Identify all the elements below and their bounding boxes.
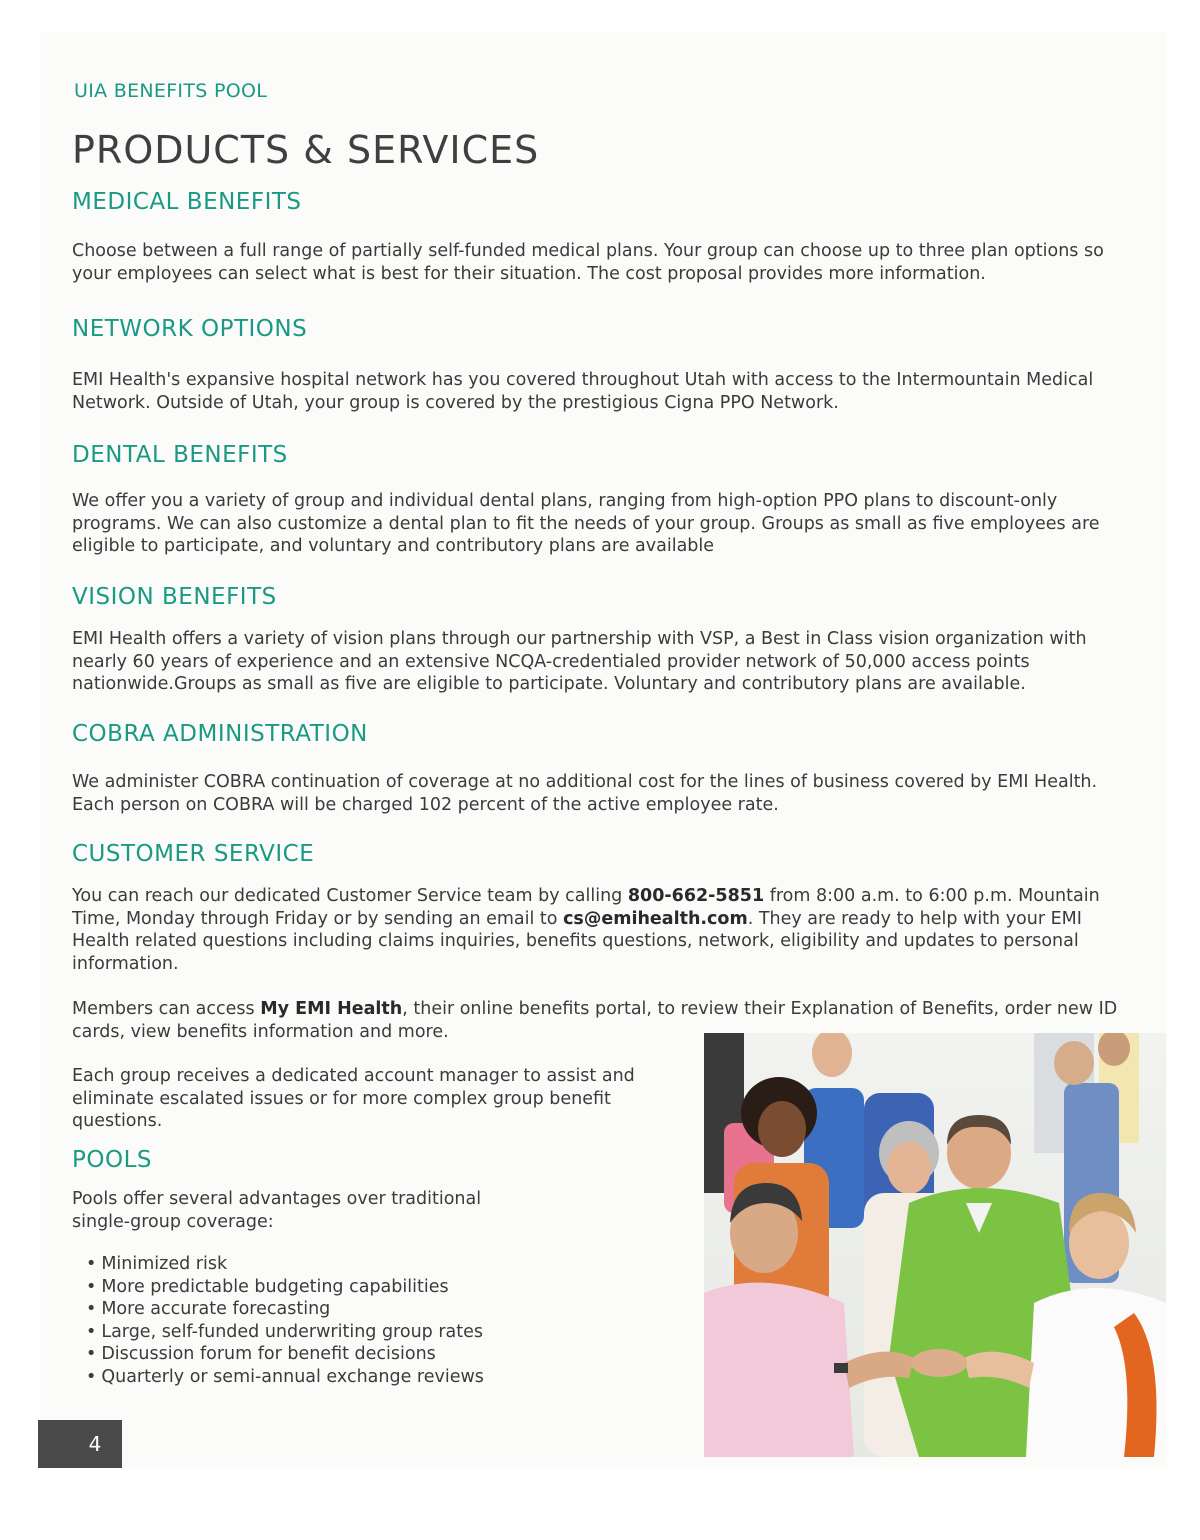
network-options-text: EMI Health's expansive hospital network has you covered throughout Utah with access to the Intermountain Medical Network. Outside of Utah, your group is covered by the prestigious Cigna PPO Network. — [72, 370, 1094, 413]
page-title: PRODUCTS & SERVICES — [72, 128, 540, 172]
medical-benefits-text: Choose between a full range of partially self-funded medical plans. Your group can choose up to three plan options so your employees can select what is best for their situation. The cost proposal provides more information. — [72, 241, 1104, 284]
page-number-tab: 4 — [38, 1420, 122, 1468]
dental-benefits-text: We offer you a variety of group and individual dental plans, ranging from high-option PPO plans to discount-only programs. We can also customize a dental plan to fit the needs of your group. Groups as small as five employees are eligible to participate, and voluntary and contributory plans are available — [72, 491, 1100, 556]
customer-service-email: cs@emihealth.com — [563, 908, 748, 929]
group-handshake-photo — [704, 1033, 1166, 1457]
list-item: • More accurate forecasting — [86, 1298, 484, 1321]
document-eyebrow: UIA BENEFITS POOL — [74, 80, 268, 102]
pools-heading: POOLS — [72, 1147, 152, 1173]
vision-benefits-heading: VISION BENEFITS — [72, 584, 277, 610]
account-manager-text: Each group receives a dedicated account manager to assist and eliminate escalated issues or for more complex group benefit questions. — [72, 1066, 635, 1131]
vision-benefits-text: EMI Health offers a variety of vision plans through our partnership with VSP, a Best in Class vision organization with nearly 60 years of experience and an extensive NCQA-credentialed provider network of 50,000 access points nationwide.Groups as small as five are eligible to participate. Voluntary and contributory plans are available. — [72, 629, 1087, 694]
list-item: • Discussion forum for benefit decisions — [86, 1343, 484, 1366]
member-portal-text: Members can access My EMI Health, their online benefits portal, to review their Explanation of Benefits, order new ID cards, view benefits information and more. — [72, 999, 1118, 1042]
list-item: • More predictable budgeting capabilities — [86, 1276, 484, 1299]
cobra-administration-text: We administer COBRA continuation of coverage at no additional cost for the lines of business covered by EMI Health. Each person on COBRA will be charged 102 percent of the active employee rate. — [72, 772, 1098, 815]
pools-intro: Pools offer several advantages over traditional single-group coverage: — [72, 1189, 482, 1232]
cobra-administration-heading: COBRA ADMINISTRATION — [72, 721, 368, 747]
network-options-heading: NETWORK OPTIONS — [72, 316, 308, 342]
medical-benefits-heading: MEDICAL BENEFITS — [72, 189, 302, 215]
list-item: • Quarterly or semi-annual exchange reviews — [86, 1366, 484, 1389]
dental-benefits-heading: DENTAL BENEFITS — [72, 442, 288, 468]
member-portal-name: My EMI Health — [260, 999, 403, 1019]
list-item: • Large, self-funded underwriting group rates — [86, 1321, 484, 1344]
customer-service-text: You can reach our dedicated Customer Service team by calling 800-662-5851 from 8:00 a.m. to 6:00 p.m. Mountain Time, Monday through Friday or by sending an email to cs@emihealth.com. They are ready to help with your EMI Health related questions including claims inquiries, benefits questions, network, eligibility and updates to personal information. — [72, 886, 1100, 974]
list-item: • Minimized risk — [86, 1253, 484, 1276]
customer-service-phone: 800-662-5851 — [627, 886, 765, 906]
customer-service-heading: CUSTOMER SERVICE — [72, 841, 315, 867]
pools-advantages-list — [86, 1253, 484, 1388]
